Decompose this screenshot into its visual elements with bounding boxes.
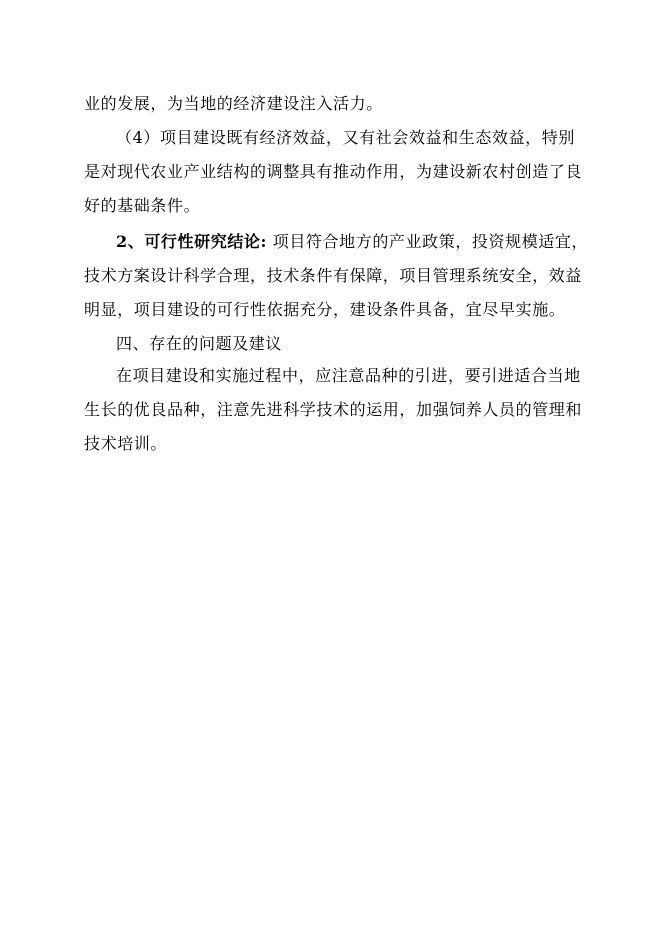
conclusion-heading: 2、可行性研究结论:: [116, 232, 268, 251]
section-heading: 四、存在的问题及建议: [116, 334, 283, 353]
conclusion-first-line: [116, 232, 589, 252]
paragraph-line: 是对现代农业产业结构的调整具有推动作用，为建设新农村创造了良: [84, 162, 583, 181]
paragraph-line: （4）项目建设既有经济效益，又有社会效益和生态效益，特别: [116, 128, 575, 147]
paragraph-line: 技术培训。: [84, 434, 168, 453]
paragraph-line: 技术方案设计科学合理，技术条件有保障，项目管理系统安全，效益: [84, 266, 583, 285]
paragraph-line: 业的发展，为当地的经济建设注入活力。: [84, 94, 383, 113]
paragraph-line: 生长的优良品种，注意先进科学技术的运用，加强饲养人员的管理和: [84, 400, 583, 419]
conclusion-text: 项目符合地方的产业政策，投资规模适宜，: [267, 232, 589, 251]
paragraph-line: 好的基础条件。: [84, 196, 201, 215]
paragraph-line: 在项目建设和实施过程中，应注意品种的引进，要引进适合当地: [116, 366, 581, 385]
paragraph-line: 明显，项目建设的可行性依据充分，建设条件具备，宜尽早实施。: [84, 300, 566, 319]
